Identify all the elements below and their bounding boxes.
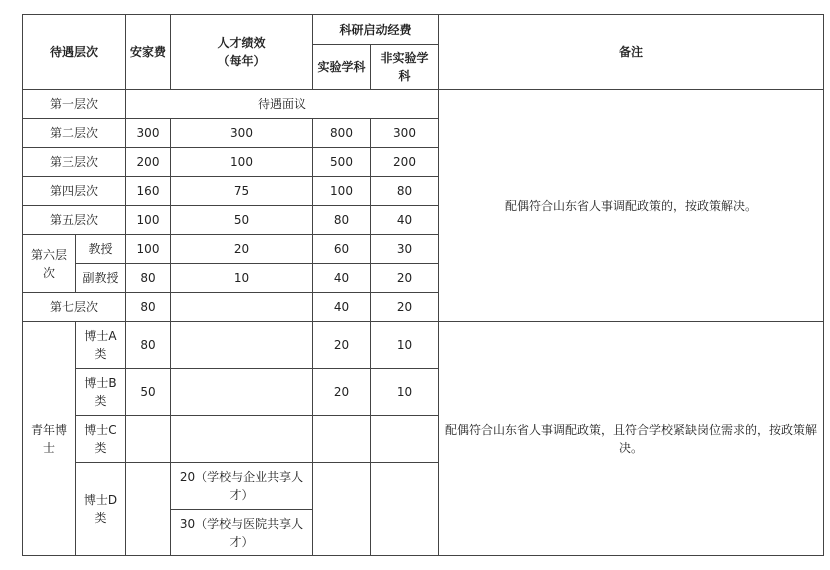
level-cell: 第七层次 [23, 293, 126, 322]
header-perf: 人才绩效 （每年） [171, 15, 313, 90]
perf-cell [171, 369, 313, 416]
settle-cell [126, 463, 171, 556]
header-remark: 备注 [439, 15, 824, 90]
perf-cell: 75 [171, 177, 313, 206]
exp-cell [313, 416, 371, 463]
nonexp-cell: 80 [371, 177, 439, 206]
nonexp-cell: 10 [371, 322, 439, 369]
header-settle: 安家费 [126, 15, 171, 90]
sub-level-cell: 博士A类 [76, 322, 126, 369]
perf-cell: 30（学校与医院共享人才） [171, 510, 313, 556]
exp-cell [313, 463, 371, 556]
table-row [23, 322, 824, 369]
nonexp-cell [371, 416, 439, 463]
exp-cell: 60 [313, 235, 371, 264]
nonexp-cell: 300 [371, 119, 439, 148]
exp-cell: 40 [313, 264, 371, 293]
exp-cell: 20 [313, 369, 371, 416]
perf-cell: 100 [171, 148, 313, 177]
sub-level-cell: 博士D类 [76, 463, 126, 556]
header-startup: 科研启动经费 [313, 15, 439, 45]
perf-cell: 10 [171, 264, 313, 293]
level-cell: 第六层次 [23, 235, 76, 293]
negotiable-cell: 待遇面议 [126, 90, 439, 119]
exp-cell: 800 [313, 119, 371, 148]
sub-level-cell: 博士C类 [76, 416, 126, 463]
perf-cell [171, 293, 313, 322]
settle-cell: 50 [126, 369, 171, 416]
perf-cell: 300 [171, 119, 313, 148]
exp-cell: 100 [313, 177, 371, 206]
level-cell: 第一层次 [23, 90, 126, 119]
perf-cell: 20（学校与企业共享人才） [171, 463, 313, 510]
settle-cell: 80 [126, 264, 171, 293]
table-row [23, 90, 824, 119]
remark-upper: 配偶符合山东省人事调配政策的，按政策解决。 [439, 90, 824, 322]
level-cell: 第三层次 [23, 148, 126, 177]
youth-level-cell: 青年博士 [23, 322, 76, 556]
perf-cell: 50 [171, 206, 313, 235]
settle-cell: 160 [126, 177, 171, 206]
header-exp: 实验学科 [313, 45, 371, 90]
settle-cell: 200 [126, 148, 171, 177]
exp-cell: 500 [313, 148, 371, 177]
nonexp-cell: 200 [371, 148, 439, 177]
talent-benefits-table [22, 14, 824, 556]
settle-cell: 100 [126, 235, 171, 264]
perf-cell [171, 416, 313, 463]
nonexp-cell: 20 [371, 264, 439, 293]
level-cell: 第五层次 [23, 206, 126, 235]
exp-cell: 20 [313, 322, 371, 369]
settle-cell [126, 416, 171, 463]
nonexp-cell: 40 [371, 206, 439, 235]
level-cell: 第二层次 [23, 119, 126, 148]
level-cell: 第四层次 [23, 177, 126, 206]
perf-cell [171, 322, 313, 369]
sub-level-cell: 副教授 [76, 264, 126, 293]
sub-level-cell: 博士B类 [76, 369, 126, 416]
header-level: 待遇层次 [23, 15, 126, 90]
settle-cell: 100 [126, 206, 171, 235]
remark-lower: 配偶符合山东省人事调配政策，且符合学校紧缺岗位需求的，按政策解决。 [439, 322, 824, 556]
nonexp-cell: 20 [371, 293, 439, 322]
sub-level-cell: 教授 [76, 235, 126, 264]
settle-cell: 80 [126, 322, 171, 369]
settle-cell: 300 [126, 119, 171, 148]
settle-cell: 80 [126, 293, 171, 322]
perf-cell: 20 [171, 235, 313, 264]
exp-cell: 40 [313, 293, 371, 322]
header-nonexp: 非实验学科 [371, 45, 439, 90]
nonexp-cell: 10 [371, 369, 439, 416]
nonexp-cell [371, 463, 439, 556]
exp-cell: 80 [313, 206, 371, 235]
nonexp-cell: 30 [371, 235, 439, 264]
